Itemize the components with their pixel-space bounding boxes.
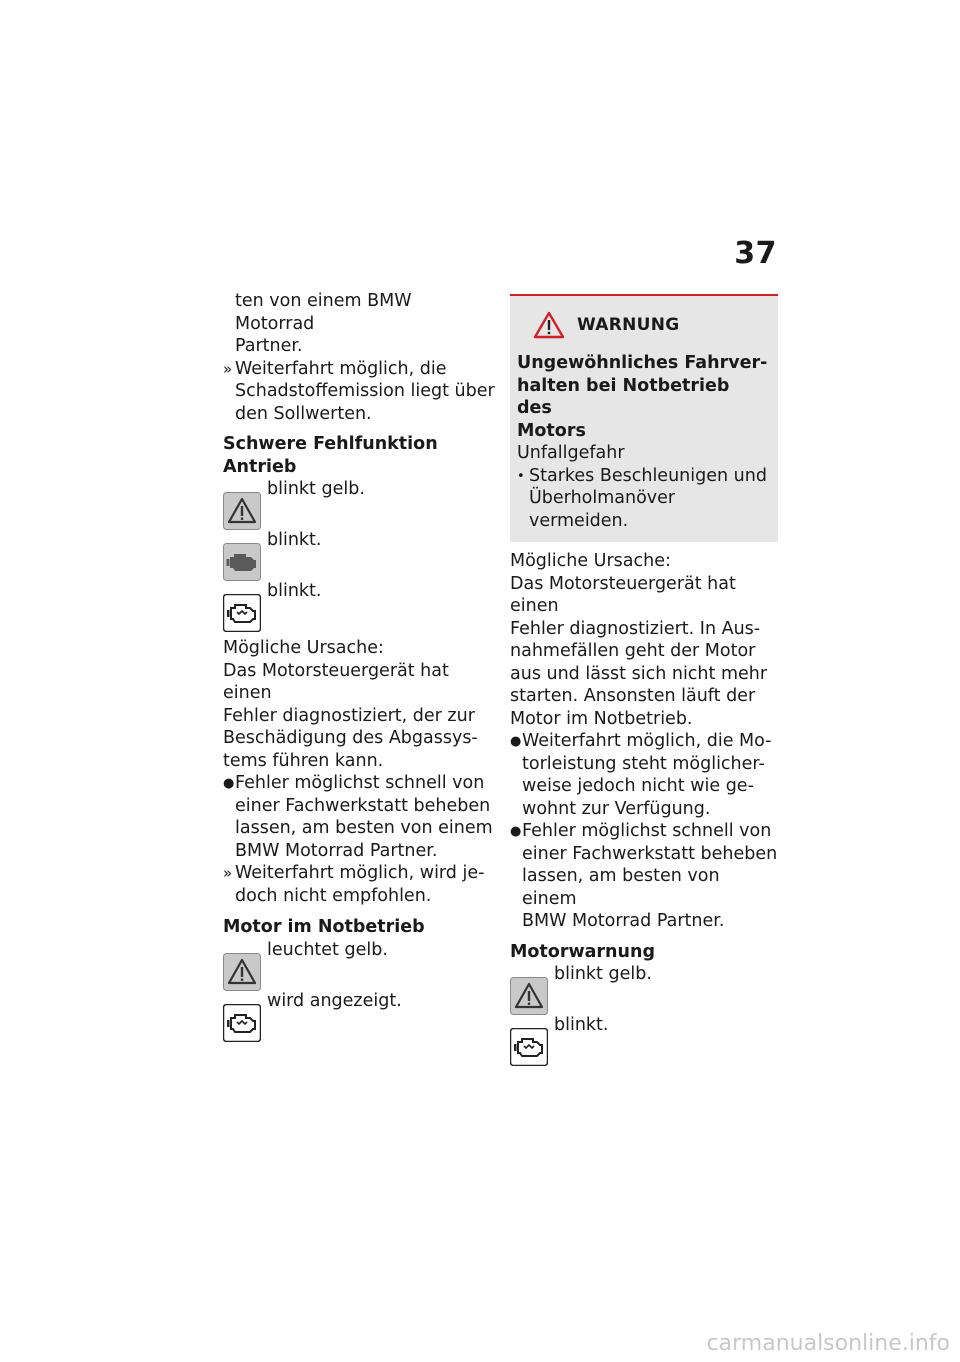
section-heading: Schwere Fehlfunktion Antrieb: [223, 434, 438, 477]
section-heading: Motorwarnung: [510, 941, 655, 962]
arrow-item: » Weiterfahrt möglich, wird je- doch nicht empfohlen.: [223, 863, 485, 906]
warning-triangle-icon: [223, 953, 261, 991]
section-heading: Motor im Notbetrieb: [223, 917, 425, 937]
intro-text: ten von einem BMW Motorrad Partner.: [235, 291, 412, 356]
warning-risk: Unfallgefahr: [517, 443, 625, 463]
bullet-icon: •: [517, 468, 525, 484]
left-column: [223, 290, 495, 1041]
bullet-icon: ●: [510, 734, 522, 749]
warning-triangle-icon: [223, 492, 261, 530]
bullet-icon: ●: [510, 824, 522, 839]
cause-label: Mögliche Ursache:: [223, 638, 384, 658]
indicator-row: blinkt gelb.: [510, 963, 778, 1014]
bullet-item: ● Fehler möglichst schnell von einer Fachwerkstatt beheben lassen, am besten von einem BMW Motorrad Partner.: [510, 821, 778, 931]
footer-watermark: carmanualsonline.info: [706, 1331, 950, 1356]
warning-box: [510, 294, 778, 542]
engine-outline-icon: [223, 1004, 261, 1042]
bullet-icon: ●: [223, 776, 235, 791]
indicator-row: leuchtet gelb.: [223, 939, 495, 990]
indicator-row: blinkt gelb.: [223, 478, 495, 529]
indicator-row: wird angezeigt.: [223, 990, 495, 1041]
engine-outline-icon: [223, 594, 261, 632]
engine-filled-icon: [223, 543, 261, 581]
arrow-icon: »: [223, 359, 233, 378]
bullet-item: ● Weiterfahrt möglich, die Mo- torleistung steht möglicher- weise jedoch nicht wie ge- wohnt zur Verfügung.: [510, 731, 772, 819]
warning-subtitle: Ungewöhnliches Fahrver- halten bei Notbetrieb des Motors: [517, 353, 768, 441]
indicator-row: blinkt.: [223, 580, 495, 631]
warning-bullet: • Starkes Beschleunigen und Überholmanöver vermeiden.: [517, 465, 767, 531]
indicator-row: blinkt.: [223, 529, 495, 580]
arrow-icon: »: [223, 864, 233, 882]
cause-label: Mögliche Ursache:: [510, 551, 671, 571]
engine-outline-icon: [510, 1028, 548, 1066]
cause-text: Das Motorsteuergerät hat einen Fehler diagnostiziert, der zur Beschädigung des Abgassys- tems führen kann.: [223, 660, 478, 771]
cause-text: Das Motorsteuergerät hat einen Fehler diagnostiziert. In Aus- nahmefällen geht der Motor aus und lässt sich nicht mehr starten. Ansonsten läuft der Motor im Notbetrieb.: [510, 573, 768, 729]
warning-title: WARNUNG: [517, 308, 770, 342]
indicator-row: blinkt.: [510, 1014, 778, 1065]
warning-icon: [533, 311, 565, 339]
right-column: [510, 294, 778, 1065]
warning-triangle-icon: [510, 977, 548, 1015]
page-number: 37: [734, 236, 777, 271]
bullet-item: ● Fehler möglichst schnell von einer Fachwerkstatt beheben lassen, am besten von einem BMW Motorrad Partner.: [223, 773, 493, 861]
arrow-item: » Weiterfahrt möglich, die Schadstoffemission liegt über den Sollwerten.: [223, 358, 495, 424]
